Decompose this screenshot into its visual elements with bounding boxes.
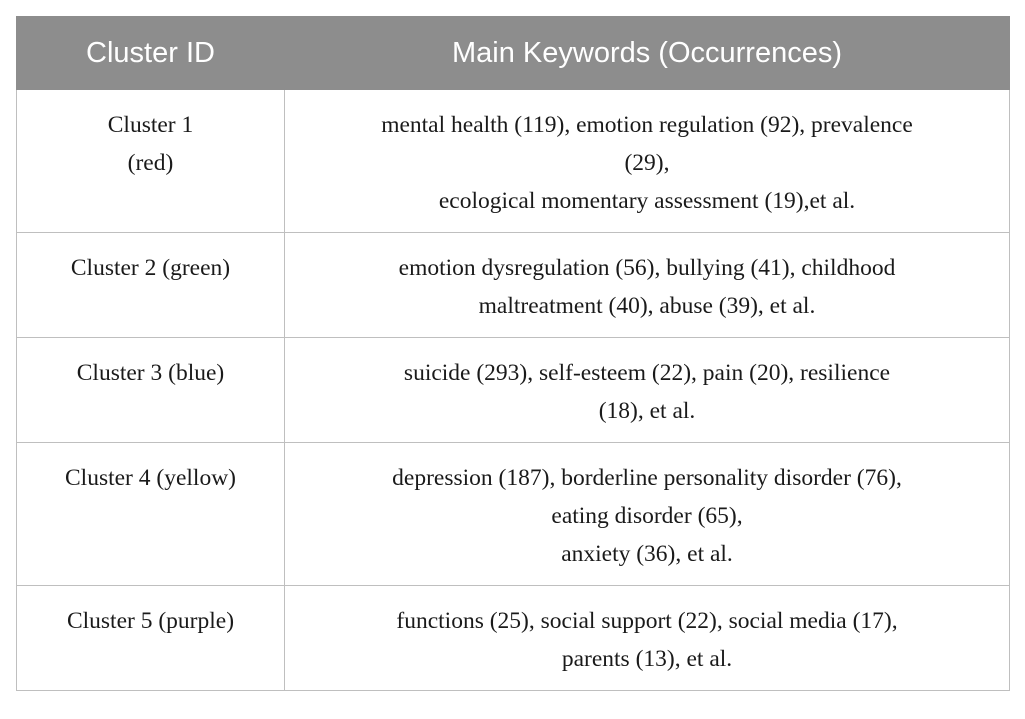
cluster-id-cell (17, 233, 285, 338)
table-row (17, 586, 1010, 691)
table-row (17, 338, 1010, 443)
cluster-keywords-table-container (16, 16, 1009, 691)
keywords-cell (285, 233, 1010, 338)
cluster-id-text: Cluster 1 (107, 112, 194, 138)
header-main-keywords: Main Keywords (Occurrences) (285, 17, 1010, 90)
cluster-id-text: Cluster 2 (green) (70, 255, 231, 281)
cluster-id-text: Cluster 4 (yellow) (65, 465, 236, 491)
table-row (17, 443, 1010, 586)
cluster-id-cell (17, 586, 285, 691)
header-cluster-id: Cluster ID (17, 17, 285, 90)
keywords-text: functions (25), social support (22), social media (17), (396, 608, 898, 634)
keywords-text: (18), et al. (598, 398, 696, 424)
keywords-text: eating disorder (65), (551, 503, 743, 529)
keywords-cell (285, 586, 1010, 691)
cluster-id-cell (17, 90, 285, 233)
keywords-text: (29), (624, 150, 670, 176)
keywords-text: ecological momentary assessment (19),et al. (438, 188, 856, 214)
cluster-keywords-table (16, 16, 1010, 691)
keywords-text: emotion dysregulation (56), bullying (41), childhood (398, 255, 896, 281)
keywords-cell (285, 90, 1010, 233)
keywords-cell (285, 443, 1010, 586)
keywords-text: anxiety (36), et al. (561, 541, 733, 567)
table-row (17, 233, 1010, 338)
cluster-id-text: Cluster 5 (purple) (66, 608, 235, 634)
keywords-text: maltreatment (40), abuse (39), et al. (478, 293, 816, 319)
cluster-id-text: (red) (127, 150, 174, 176)
keywords-cell (285, 338, 1010, 443)
table-row (17, 90, 1010, 233)
cluster-id-cell (17, 338, 285, 443)
keywords-text: parents (13), et al. (561, 646, 733, 672)
table-header-row (17, 17, 1010, 90)
keywords-text: depression (187), borderline personality disorder (76), (392, 465, 902, 491)
cluster-id-cell (17, 443, 285, 586)
keywords-text: mental health (119), emotion regulation (92), prevalence (381, 112, 913, 138)
keywords-text: suicide (293), self-esteem (22), pain (20), resilience (403, 360, 891, 386)
cluster-id-text: Cluster 3 (blue) (76, 360, 225, 386)
